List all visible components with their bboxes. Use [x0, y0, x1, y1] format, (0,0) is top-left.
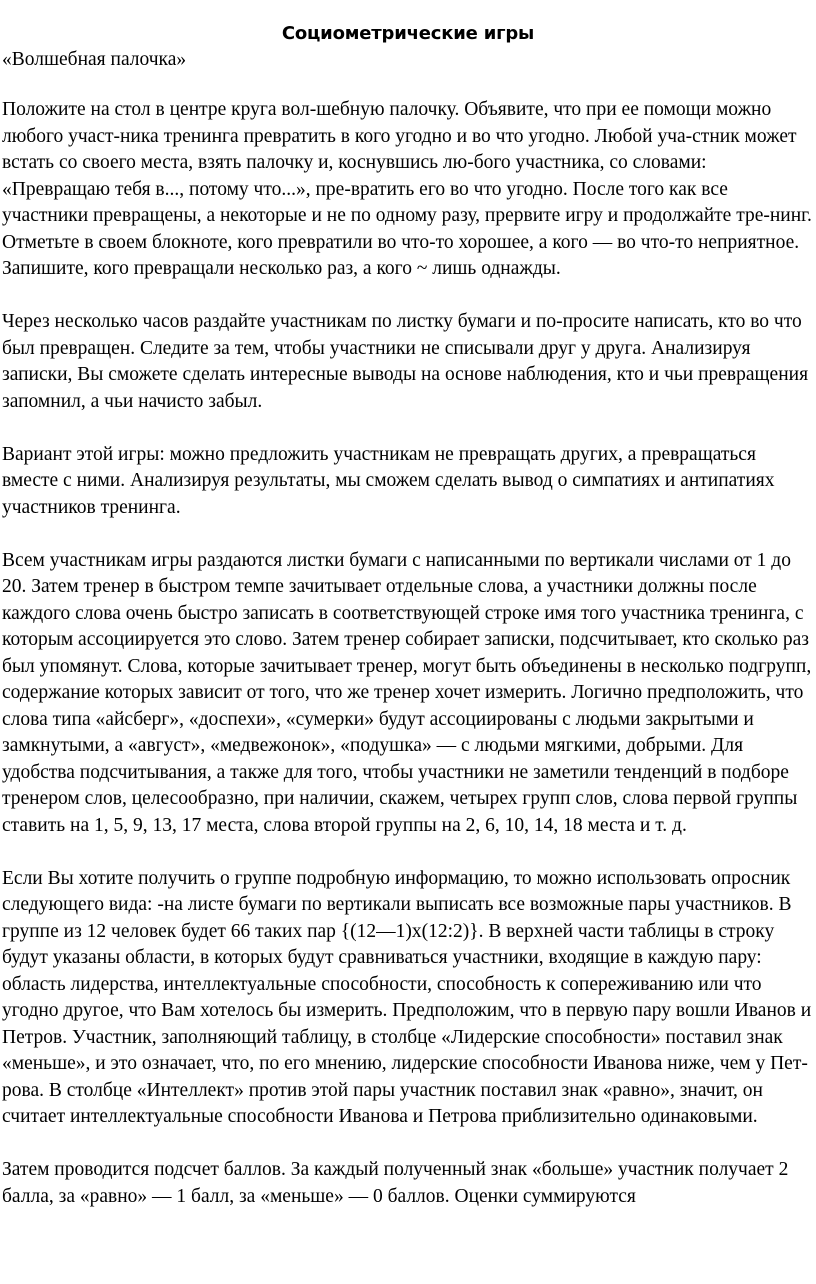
spacer: [2, 1131, 812, 1158]
spacer: [2, 73, 812, 97]
spacer: [2, 521, 812, 548]
paragraph-word-association: Всем участникам игры раздаются листки бумаги с написанными по вертикали числами от 1 до 20. Затем тренер в быстром темпе зачитывает отдельные слова, а участники должны после каждого слова очень быстро записать в соответствующей строке имя того участника тренинга, с которым ассоциируется это слово. Затем тренер собирает записки, подсчитывает, кто сколько раз был упомянут. Слова, которые зачитывает тренер, могут быть объединены в несколько подгрупп, содержание которых зависит от того, что же тренер хочет измерить. Логично предположить, что слова типа «айсберг», «доспехи», «сумерки» будут ассоциированы с людьми закрытыми и замкнутыми, а «август», «медвежонок», «подушка» — с людьми мягкими, добрыми. Для удобства подсчитывания, а также для того, чтобы участники не заметили тенденций в подборе тренером слов, целесообразно, при наличии, скажем, четырех групп слов, слова первой группы ставить на 1, 5, 9, 13, 17 места, слова второй группы на 2, 6, 10, 14, 18 места и т. д.: [2, 549, 812, 836]
paragraph-magic-wand-rules: Положите на стол в центре круга вол-шебную палочку. Объявите, что при ее помощи можно любого участ-ника тренинга превратить в кого угодно и во что угодно. Любой уча-стник может встать со своего места, взять палочку и, коснувшись лю-бого участника, со словами: «Превращаю тебя в..., потому что...», пре-вратить его во что угодно. После того как все участники превращены, а некоторые и не по одному разу, прервите игру и продолжайте тре-нинг. Отметьте в своем блокноте, кого превратили во что-то хорошее, а кого — во что-то неприятное. Запишите, кого превращали несколько раз, а кого ~ лишь однажды.: [2, 99, 812, 279]
paragraph-variant: Вариант этой игры: можно предложить участникам не превращать других, а превращаться вместе с ними. Анализируя результаты, мы сможем сделать вывод о симпатиях и антипатиях участников тренинга.: [2, 443, 775, 518]
paragraph-scoring: Затем проводится подсчет баллов. За каждый полученный знак «больше» участник получает 2 балла, за «равно» — 1 балл, за «меньше» — 0 баллов. Оценки суммируются: [2, 1159, 789, 1207]
spacer: [2, 283, 812, 310]
document-body: [0, 47, 816, 1210]
spacer: [2, 839, 812, 866]
paragraph-follow-up: Через несколько часов раздайте участникам по листку бумаги и по-просите написать, кто во что был превращен. Следите за тем, чтобы участники не списывали друг у друга. Анализируя записки, Вы сможете сделать интересные выводы на основе наблюдения, кто и чьи превращения запомнил, а чьи начисто забыл.: [2, 311, 809, 412]
document-title: Социометрические игры: [281, 23, 535, 44]
game-subtitle: «Волшебная палочка»: [2, 49, 187, 70]
paragraph-pair-questionnaire: Если Вы хотите получить о группе подробную информацию, то можно использовать опросник следующего вида: -на листе бумаги по вертикали выписать все возможные пары участников. В группе из 12 человек будет 66 таких пар {(12—1)x(12:2)}. В верхней части таблицы в строку будут указаны области, в которых будут сравниваться участники, входящие в каждую пару: область лидерства, интеллектуальные способности, способность к сопереживанию или что угодно другое, что Вам хотелось бы измерить. Предположим, что в первую пару вошли Иванов и Петров. Участник, заполняющий таблицу, в столбце «Лидерские способности» поставил знак «меньше», и это означает, что, по его мнению, лидерские способности Иванова ниже, чем у Пет-рова. В столбце «Интеллект» против этой пары участник поставил знак «равно», значит, он считает интеллектуальные способности Иванова и Петрова приблизительно одинаковыми.: [2, 867, 812, 1127]
spacer: [2, 415, 812, 442]
